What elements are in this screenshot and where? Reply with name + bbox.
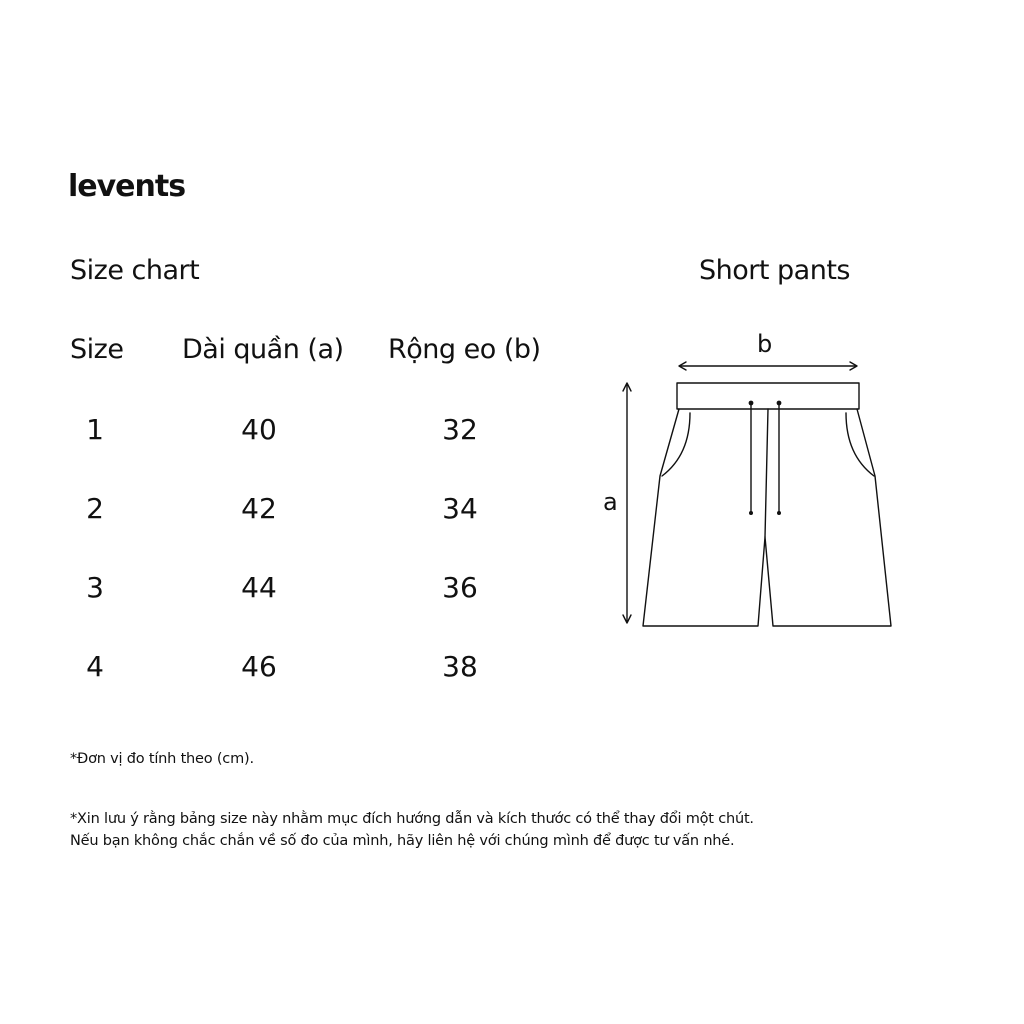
header-size: Size xyxy=(70,334,124,365)
left-pocket xyxy=(662,413,690,476)
cell-waist-3: 36 xyxy=(442,571,478,604)
cell-size-3: 3 xyxy=(86,571,104,604)
cell-waist-2: 34 xyxy=(442,492,478,525)
cell-length-2: 42 xyxy=(241,492,277,525)
drawstring-right-grommet xyxy=(777,401,782,406)
waistband xyxy=(677,383,859,409)
cell-length-1: 40 xyxy=(241,413,277,446)
unit-note: *Đơn vị đo tính theo (cm). xyxy=(70,751,254,767)
cell-waist-1: 32 xyxy=(442,413,478,446)
header-length: Dài quần (a) xyxy=(182,334,344,365)
drawstring-left-grommet xyxy=(749,401,754,406)
width-label: b xyxy=(757,330,773,358)
fly-seam xyxy=(765,409,768,537)
cell-length-4: 46 xyxy=(241,650,277,683)
drawstring-left-tip xyxy=(749,511,753,515)
short-pants-diagram xyxy=(590,325,910,645)
cell-size-2: 2 xyxy=(86,492,104,525)
cell-waist-4: 38 xyxy=(442,650,478,683)
header-waist: Rộng eo (b) xyxy=(388,334,541,365)
cell-length-3: 44 xyxy=(241,571,277,604)
drawstring-right-tip xyxy=(777,511,781,515)
diagram-title: Short pants xyxy=(699,255,850,286)
length-label: a xyxy=(603,488,618,516)
disclaimer-line-1: *Xin lưu ý rằng bảng size này nhằm mục đích hướng dẫn và kích thước có thể thay đổi một chút. xyxy=(70,811,754,827)
size-chart-title: Size chart xyxy=(70,255,200,286)
brand-logo: levents xyxy=(68,169,186,204)
disclaimer-line-2: Nếu bạn không chắc chắn về số đo của mình, hãy liên hệ với chúng mình để được tư vấn nhé. xyxy=(70,833,735,849)
cell-size-1: 1 xyxy=(86,413,104,446)
cell-size-4: 4 xyxy=(86,650,104,683)
